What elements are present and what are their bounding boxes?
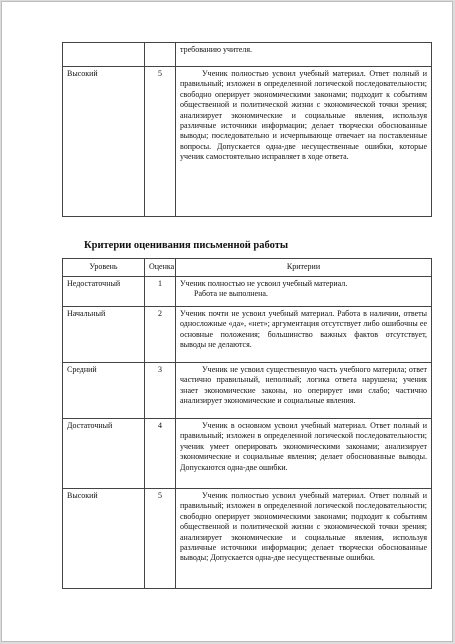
score-cell: 2 [145, 307, 176, 363]
score-cell: 5 [145, 489, 176, 589]
criteria-cell: Ученик полностью усвоил учебный материал. Ответ полный и правильный; изложен в определенной логической последовательности; свободно оперирует экономическими законами; подходит к событиям общественной и политической жизни с экономической точки зрения; анализирует экономические и социальные явления, используя различные источники информации; делает творчески обоснованные выводы; последовательно и исчерпывающе отвечает на поставленные вопросы. Допускается одна-две несущественные ошибки, которые ученик самостоятельно исправляет в ходе ответа. [176, 67, 432, 217]
score-cell: 1 [145, 277, 176, 307]
criteria-cell: Ученик полностью усвоил учебный материал. Ответ полный и правильный; изложен в определенной логической последовательности; свободно оперирует экономическими законами; подходит к событиям общественной и политической жизни с экономической точки зрения; анализирует экономические и социальные явления, используя различные источники информации; делает творчески обоснованные выводы; Допускается одна-две несущественные ошибки. [176, 489, 432, 589]
score-cell: 4 [145, 419, 176, 489]
table-header-row [63, 259, 432, 277]
column-header-level: Уровень [63, 259, 145, 277]
criteria-cell [176, 277, 432, 307]
level-cell: Начальный [63, 307, 145, 363]
criteria-line: Работа не выполнена. [194, 289, 268, 299]
section-heading: Критерии оценивания письменной работы [84, 240, 289, 251]
written-work-criteria-table [62, 258, 432, 589]
score-cell: 3 [145, 363, 176, 419]
level-cell: Высокий [63, 67, 145, 217]
criteria-cell: Ученик почти не усвоил учебный материал. Работа в наличии, ответы односложные «да», «нет»; аргументация отсутствует либо ошибочны ее основные положения; большинство важных фактов отсутствует, выводы не делаются. [176, 307, 432, 363]
table-row [63, 67, 432, 217]
level-cell: Достаточный [63, 419, 145, 489]
table-row [63, 277, 432, 307]
table-row [63, 363, 432, 419]
score-cell: 5 [145, 67, 176, 217]
table-row [63, 43, 432, 67]
criteria-cell: Ученик в основном усвоил учебный материал. Ответ полный и правильный; изложен в определенной логической последовательности; ученик умеет оперировать экономическими законами; анализирует экономические и социальные явления; делает обоснованные выводы. Допускаются одна-две ошибки. [176, 419, 432, 489]
score-cell [145, 43, 176, 67]
table-row [63, 419, 432, 489]
criteria-cell: Ученик не усвоил существенную часть учебного материла; ответ частично правильный, неполный; логика ответа нарушена; ученик знает экономические законы, но оперирует ими слабо; частично анализирует экономические и социальные явления. [176, 363, 432, 419]
level-cell [63, 43, 145, 67]
level-cell: Недостаточный [63, 277, 145, 307]
level-cell: Средний [63, 363, 145, 419]
level-cell: Высокий [63, 489, 145, 589]
document-page [1, 1, 453, 642]
criteria-line: Ученик полностью не усвоил учебный материал. [180, 279, 348, 288]
top-criteria-table [62, 42, 432, 217]
table-row [63, 489, 432, 589]
criteria-cell: требованию учителя. [176, 43, 432, 67]
column-header-criteria: Критерии [176, 259, 432, 277]
table-row [63, 307, 432, 363]
column-header-score: Оценка [145, 259, 176, 277]
